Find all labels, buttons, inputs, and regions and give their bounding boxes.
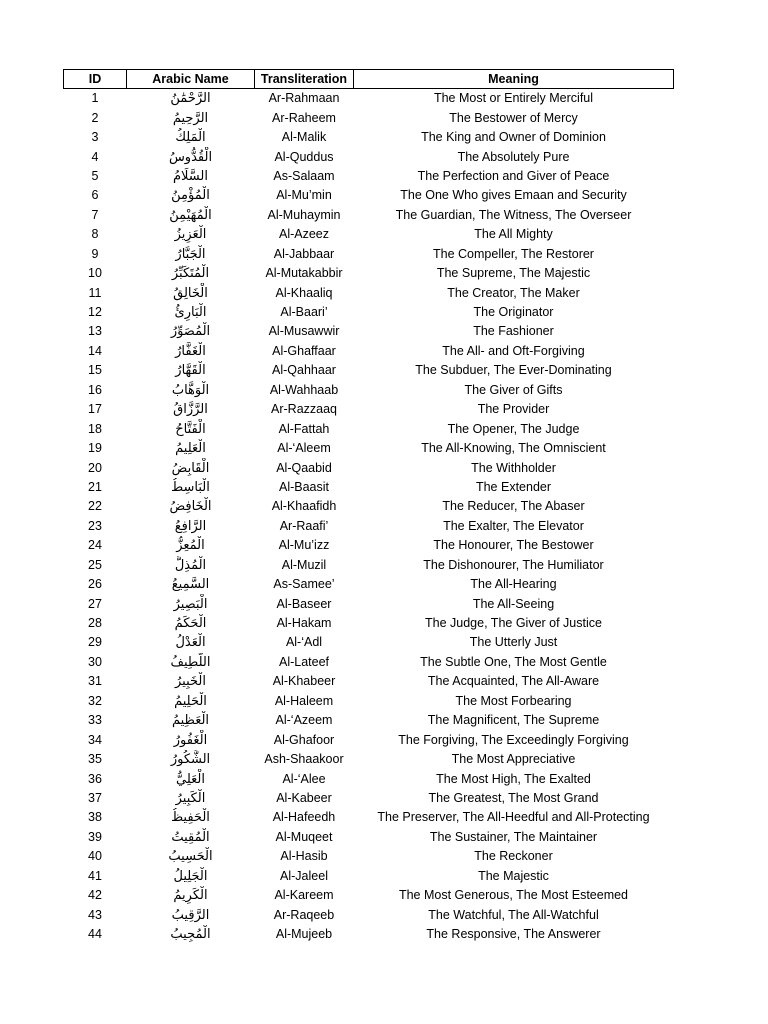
cell-id: 9	[91, 246, 99, 261]
table-row	[64, 186, 674, 205]
cell-arabic-name: الْحَلِيمُ	[174, 693, 207, 709]
cell-meaning: The Most High, The Exalted	[436, 771, 591, 786]
cell-transliteration: Al-Qahhaar	[272, 363, 336, 378]
cell-transliteration: Al-Azeez	[278, 227, 330, 242]
cell-arabic-name: الرَّحِيمُ	[172, 110, 209, 126]
cell-id: 5	[91, 168, 99, 183]
cell-transliteration: Ar-Razzaaq	[271, 402, 337, 417]
cell-meaning: The Subduer, The Ever-Dominating	[415, 363, 612, 378]
cell-arabic-name: الْمَلِكُ	[175, 130, 206, 146]
cell-transliteration: Al-‘Aleem	[277, 441, 331, 456]
cell-meaning: The Extender	[475, 479, 552, 494]
cell-meaning: The Honourer, The Bestower	[433, 538, 594, 553]
cell-arabic-name: الْعَدْلُ	[175, 635, 206, 651]
cell-id: 42	[88, 888, 102, 903]
table-row	[64, 128, 674, 147]
cell-transliteration: Al-Muzil	[281, 557, 327, 572]
cell-meaning: The Withholder	[471, 460, 556, 475]
cell-arabic-name: الْخَالِقُ	[173, 285, 208, 301]
cell-transliteration: Al-Musawwir	[268, 324, 340, 339]
cell-transliteration: Al-Lateef	[278, 654, 330, 669]
cell-arabic-name: الْمُهَيْمِنُ	[169, 207, 212, 223]
header-transliteration: Transliteration	[255, 70, 354, 89]
table-row	[64, 206, 674, 225]
cell-arabic-name: الْكَبِيرُ	[175, 790, 206, 806]
table-row	[64, 303, 674, 322]
table-row	[64, 439, 674, 458]
cell-meaning: The Creator, The Maker	[447, 285, 580, 300]
header-meaning: Meaning	[354, 70, 674, 89]
table-row	[64, 361, 674, 380]
table-row	[64, 497, 674, 516]
cell-meaning: The Subtle One, The Most Gentle	[420, 654, 607, 669]
table-row	[64, 536, 674, 555]
cell-id: 7	[91, 207, 99, 222]
cell-arabic-name: الْحَفِيظُ	[171, 810, 210, 826]
cell-transliteration: Al-Wahhaab	[269, 382, 339, 397]
table-row	[64, 925, 674, 944]
cell-arabic-name: الْحَكَمُ	[174, 616, 207, 632]
cell-meaning: The Guardian, The Witness, The Overseer	[395, 207, 632, 222]
table-row	[64, 633, 674, 652]
cell-id: 24	[88, 538, 102, 553]
cell-transliteration: Al-Mutakabbir	[265, 266, 343, 281]
cell-arabic-name: الْمُجِيبُ	[170, 927, 211, 943]
cell-id: 11	[88, 285, 102, 300]
cell-arabic-name: الْبَارِئُ	[174, 305, 207, 321]
table-row	[64, 847, 674, 866]
cell-transliteration: Al-Khaafidh	[271, 499, 337, 514]
cell-transliteration: Al-‘Adl	[285, 635, 323, 650]
cell-arabic-name: الْغَفُورُ	[173, 732, 208, 748]
cell-meaning: The Perfection and Giver of Peace	[417, 168, 610, 183]
cell-arabic-name: الْمُتَكَبِّرُ	[171, 266, 210, 282]
cell-transliteration: Al-Mu’izz	[278, 538, 330, 553]
cell-arabic-name: الْعَزِيزُ	[174, 227, 207, 243]
cell-transliteration: Al-Khaaliq	[275, 285, 333, 300]
table-row	[64, 886, 674, 905]
cell-arabic-name: الْمُؤْمِنُ	[171, 188, 210, 204]
cell-transliteration: Al-Mu’min	[276, 188, 332, 203]
cell-meaning: The One Who gives Emaan and Security	[400, 188, 627, 203]
cell-arabic-name: الْقَابِضُ	[171, 460, 210, 476]
cell-arabic-name: الْخَبِيرُ	[175, 674, 206, 690]
cell-id: 41	[88, 868, 102, 883]
cell-id: 22	[88, 499, 102, 514]
cell-meaning: The Dishonourer, The Humiliator	[423, 557, 604, 572]
cell-meaning: The All Mighty	[474, 227, 553, 242]
table-row	[64, 769, 674, 788]
cell-transliteration: Al-Quddus	[274, 149, 334, 164]
cell-id: 38	[88, 810, 102, 825]
table-row	[64, 653, 674, 672]
cell-transliteration: Ash-Shaakoor	[264, 752, 344, 767]
cell-id: 43	[88, 907, 102, 922]
table-row	[64, 614, 674, 633]
cell-meaning: The All-Hearing	[470, 577, 557, 592]
cell-arabic-name: الْمُذِلُّ	[174, 557, 207, 573]
cell-meaning: The Most Generous, The Most Esteemed	[398, 888, 629, 903]
cell-arabic-name: الْجَبَّارُ	[175, 246, 206, 262]
table-row	[64, 556, 674, 575]
cell-arabic-name: السَّلَامُ	[173, 168, 208, 184]
cell-meaning: The Opener, The Judge	[447, 421, 580, 436]
cell-id: 37	[88, 790, 102, 805]
header-id: ID	[64, 70, 127, 89]
cell-transliteration: Al-Kareem	[274, 888, 334, 903]
cell-arabic-name: الْبَاسِطُ	[171, 479, 210, 495]
table-row	[64, 322, 674, 341]
cell-meaning: The Reducer, The Abaser	[442, 499, 585, 514]
cell-id: 34	[88, 732, 102, 747]
cell-meaning: The Preserver, The All-Heedful and All-Protecting	[377, 810, 650, 825]
table-row	[64, 108, 674, 127]
cell-id: 28	[88, 616, 102, 631]
table-row	[64, 575, 674, 594]
cell-id: 6	[91, 188, 99, 203]
cell-transliteration: Ar-Raafi’	[279, 518, 329, 533]
table-row	[64, 594, 674, 613]
cell-arabic-name: الْقَهَّارُ	[175, 363, 206, 379]
table-row	[64, 342, 674, 361]
cell-arabic-name: الرَّزَّاقُ	[173, 402, 208, 418]
cell-transliteration: Al-Jaleel	[280, 868, 328, 883]
cell-meaning: The Sustainer, The Maintainer	[429, 829, 598, 844]
cell-arabic-name: الْمُعِزُّ	[176, 538, 205, 554]
cell-id: 17	[88, 402, 102, 417]
cell-id: 40	[88, 849, 102, 864]
cell-meaning: The Majestic	[478, 868, 549, 883]
cell-transliteration: Al-‘Azeem	[275, 713, 333, 728]
cell-arabic-name: الْقُدُّوسُ	[168, 149, 213, 165]
cell-id: 14	[88, 343, 102, 358]
cell-meaning: The Supreme, The Majestic	[436, 266, 591, 281]
cell-arabic-name: الْمُقِيتُ	[171, 829, 210, 845]
cell-id: 18	[88, 421, 102, 436]
cell-meaning: The Acquainted, The All-Aware	[427, 674, 600, 689]
cell-meaning: The All-Seeing	[472, 596, 555, 611]
cell-id: 35	[88, 752, 102, 767]
cell-transliteration: Al-Baasit	[278, 479, 330, 494]
cell-transliteration: Al-Baseer	[276, 596, 332, 611]
cell-arabic-name: الْحَسِيبُ	[168, 849, 213, 865]
cell-id: 32	[88, 693, 102, 708]
cell-arabic-name: الْعَلِيمُ	[175, 441, 206, 457]
cell-meaning: The Most Appreciative	[451, 752, 576, 767]
cell-meaning: The Reckoner	[474, 849, 553, 864]
cell-arabic-name: الرَّحْمَٰنُ	[170, 91, 211, 107]
cell-meaning: The Provider	[477, 402, 550, 417]
cell-transliteration: Al-Jabbaar	[273, 246, 335, 261]
table-row	[64, 283, 674, 302]
table-row	[64, 264, 674, 283]
names-table	[63, 69, 674, 944]
cell-transliteration: Al-Fattah	[278, 421, 330, 436]
cell-meaning: The All-Knowing, The Omniscient	[421, 441, 606, 456]
cell-id: 15	[88, 363, 102, 378]
cell-meaning: The Exalter, The Elevator	[443, 518, 584, 533]
cell-transliteration: Al-Muqeet	[275, 829, 333, 844]
header-arabic-name: Arabic Name	[127, 70, 255, 89]
cell-transliteration: Al-Malik	[281, 130, 327, 145]
table-row	[64, 750, 674, 769]
header-row	[64, 70, 674, 89]
cell-id: 27	[88, 596, 102, 611]
cell-arabic-name: الْفَتَّاحُ	[175, 421, 206, 437]
cell-meaning: The King and Owner of Dominion	[421, 130, 606, 145]
cell-arabic-name: الشَّكُورُ	[170, 752, 211, 768]
cell-id: 8	[91, 227, 99, 242]
cell-id: 29	[88, 635, 102, 650]
cell-id: 36	[88, 771, 102, 786]
cell-transliteration: Al-Kabeer	[276, 790, 332, 805]
cell-meaning: The Most Forbearing	[455, 693, 572, 708]
cell-transliteration: Al-Mujeeb	[275, 927, 333, 942]
table-row	[64, 692, 674, 711]
cell-meaning: The Compeller, The Restorer	[433, 246, 594, 261]
table-row	[64, 400, 674, 419]
cell-meaning: The Responsive, The Answerer	[426, 927, 601, 942]
table-row	[64, 167, 674, 186]
cell-transliteration: Al-Hafeedh	[272, 810, 336, 825]
cell-id: 26	[88, 577, 102, 592]
table-row	[64, 89, 674, 109]
cell-meaning: The Judge, The Giver of Justice	[425, 616, 602, 631]
cell-arabic-name: الْعَظِيمُ	[171, 713, 210, 729]
cell-id: 3	[91, 130, 99, 145]
cell-id: 1	[91, 91, 99, 106]
cell-transliteration: Al-Ghaffaar	[272, 343, 336, 358]
cell-id: 16	[88, 382, 102, 397]
cell-meaning: The Fashioner	[473, 324, 554, 339]
cell-arabic-name: الْغَفَّارُ	[175, 343, 206, 359]
cell-arabic-name: الْجَلِيلُ	[173, 868, 208, 884]
cell-id: 31	[88, 674, 102, 689]
cell-transliteration: Al-Baari’	[280, 305, 328, 320]
cell-meaning: The All- and Oft-Forgiving	[442, 343, 585, 358]
cell-meaning: The Utterly Just	[469, 635, 558, 650]
cell-arabic-name: الْكَرِيمُ	[173, 888, 208, 904]
cell-meaning: The Greatest, The Most Grand	[428, 790, 599, 805]
cell-arabic-name: اللَّطِيفُ	[170, 654, 211, 670]
cell-id: 44	[88, 927, 102, 942]
cell-arabic-name: الْبَصِيرُ	[173, 596, 208, 612]
cell-transliteration: Ar-Raqeeb	[273, 907, 335, 922]
cell-id: 13	[88, 324, 102, 339]
cell-meaning: The Watchful, The All-Watchful	[428, 907, 599, 922]
table-row	[64, 730, 674, 749]
cell-transliteration: Al-Ghafoor	[273, 732, 335, 747]
table-row	[64, 381, 674, 400]
table-row	[64, 905, 674, 924]
cell-id: 25	[88, 557, 102, 572]
cell-transliteration: Al-Qaabid	[276, 460, 332, 475]
cell-id: 30	[88, 654, 102, 669]
table-row	[64, 789, 674, 808]
cell-arabic-name: الرَّافِعُ	[174, 518, 207, 534]
table-row	[64, 672, 674, 691]
cell-arabic-name: الْوَهَّابُ	[171, 382, 210, 398]
cell-id: 20	[88, 460, 102, 475]
cell-arabic-name: السَّمِيعُ	[171, 577, 210, 593]
cell-id: 23	[88, 518, 102, 533]
table-row	[64, 711, 674, 730]
cell-id: 2	[91, 110, 99, 125]
table-row	[64, 419, 674, 438]
cell-id: 21	[88, 479, 102, 494]
cell-meaning: The Giver of Gifts	[464, 382, 563, 397]
cell-arabic-name: الْمُصَوِّرُ	[170, 324, 211, 340]
cell-meaning: The Bestower of Mercy	[449, 110, 578, 125]
cell-transliteration: Al-‘Alee	[282, 771, 326, 786]
cell-transliteration: Al-Muhaymin	[267, 207, 341, 222]
cell-transliteration: As-Salaam	[273, 168, 335, 183]
cell-id: 19	[88, 441, 102, 456]
cell-arabic-name: الْعَلِيُّ	[176, 771, 205, 787]
cell-transliteration: Ar-Raheem	[272, 110, 336, 125]
cell-transliteration: Al-Haleem	[274, 693, 334, 708]
table-row	[64, 867, 674, 886]
table-row	[64, 517, 674, 536]
table-row	[64, 147, 674, 166]
table-row	[64, 458, 674, 477]
cell-id: 12	[88, 305, 102, 320]
cell-meaning: The Magnificent, The Supreme	[427, 713, 600, 728]
cell-transliteration: Al-Khabeer	[272, 674, 336, 689]
cell-id: 10	[88, 266, 102, 281]
cell-meaning: The Originator	[473, 305, 554, 320]
table-row	[64, 225, 674, 244]
cell-transliteration: Al-Hakam	[276, 616, 332, 631]
cell-meaning: The Most or Entirely Merciful	[433, 91, 594, 106]
cell-transliteration: As-Samee’	[273, 577, 335, 592]
cell-meaning: The Absolutely Pure	[457, 149, 570, 164]
cell-transliteration: Ar-Rahmaan	[268, 91, 340, 106]
cell-arabic-name: الْخَافِضُ	[169, 499, 212, 515]
table-row	[64, 828, 674, 847]
cell-meaning: The Forgiving, The Exceedingly Forgiving	[398, 732, 629, 747]
cell-transliteration: Al-Hasib	[280, 849, 328, 864]
table-row	[64, 478, 674, 497]
table-row	[64, 245, 674, 264]
table-body	[64, 89, 674, 945]
cell-id: 39	[88, 829, 102, 844]
table-row	[64, 808, 674, 827]
cell-id: 33	[88, 713, 102, 728]
cell-arabic-name: الرَّقِيبُ	[171, 907, 210, 923]
cell-id: 4	[91, 149, 99, 164]
